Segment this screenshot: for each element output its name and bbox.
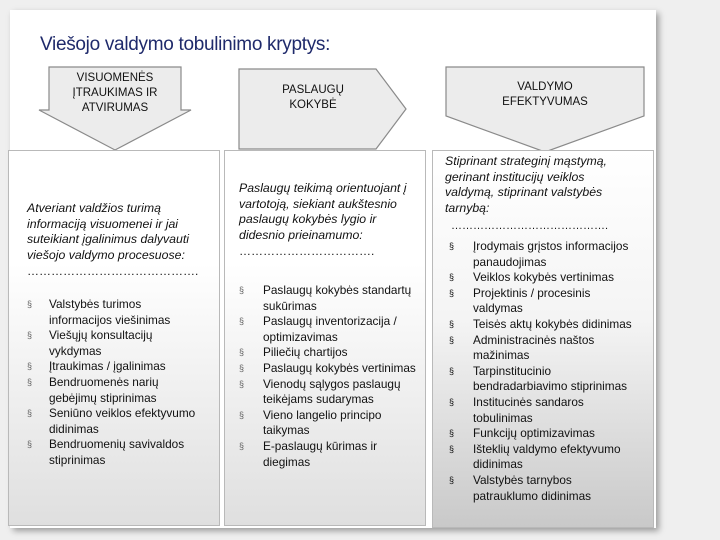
bullet-icon: §: [449, 241, 455, 251]
intro-line: suteikiant įgalinimus dalyvauti: [27, 232, 189, 247]
heading-line: ĮTRAUKIMAS IR: [72, 87, 158, 99]
item-line: stiprinimas: [49, 452, 106, 467]
item-line: Teisės aktų kokybės didinimas: [473, 316, 632, 331]
item-line: tobulinimas: [473, 410, 533, 425]
list-item: [449, 442, 653, 473]
bullet-icon: §: [27, 299, 33, 309]
item-line: Bendruomenės narių: [49, 374, 159, 389]
item-line: Paslaugų inventorizacija /: [263, 314, 397, 329]
list-item: [27, 359, 219, 375]
bullet-icon: §: [449, 365, 455, 376]
list-item: [449, 473, 653, 504]
list-item: [239, 314, 423, 345]
bullet-icon: §: [449, 287, 455, 298]
bullet-icon: §: [449, 396, 455, 407]
item-line: Vienodų sąlygos paslaugų: [263, 376, 401, 391]
list-item: [449, 395, 653, 426]
bullet-icon: §: [449, 474, 455, 485]
bullet-icon: §: [239, 347, 245, 358]
item-line: taikymas: [263, 423, 310, 438]
list-item: [449, 317, 653, 333]
bullet-icon: §: [449, 318, 455, 329]
arrow-visuomenes-itraukimas: [37, 66, 193, 152]
item-line: Administracinės naštos: [473, 332, 595, 347]
item-line: optimizavimas: [263, 329, 338, 344]
panel-intro: [445, 154, 651, 216]
item-line: sukūrimas: [263, 298, 317, 313]
item-line: Įrodymais grįstos informacijos: [473, 239, 629, 253]
bullet-icon: §: [239, 285, 245, 295]
bullet-list: [239, 283, 423, 470]
list-item: [449, 270, 653, 286]
item-line: Viešųjų konsultacijų: [49, 328, 153, 343]
item-line: Institucinės sandaros: [473, 394, 584, 409]
item-line: Veiklos kokybės vertinimas: [473, 270, 614, 285]
arrow-heading: [37, 71, 193, 116]
slide-title: Viešojo valdymo tobulinimo kryptys:: [40, 34, 331, 55]
item-line: Išteklių valdymo efektyvumo: [473, 441, 621, 456]
item-line: gebėjimų stiprinimas: [49, 390, 157, 405]
panel-intro: [239, 181, 423, 243]
bullet-icon: §: [239, 440, 245, 451]
item-line: vykdymas: [49, 343, 102, 358]
item-line: Įtraukimas / įgalinimas: [49, 359, 166, 374]
heading-line: VALDYMO: [517, 81, 573, 93]
bullet-list: [449, 239, 653, 504]
heading-line: PASLAUGŲ: [282, 84, 344, 96]
heading-line: KOKYBĖ: [289, 99, 337, 111]
item-line: Tarpinstitucinio: [473, 363, 552, 378]
bullet-icon: §: [27, 408, 33, 419]
list-item: [239, 361, 423, 377]
intro-line: Paslaugų teikimą orientuojant į: [239, 181, 407, 195]
bullet-icon: §: [27, 376, 33, 387]
panel-intro: [27, 201, 219, 263]
list-item: [449, 286, 653, 317]
bullet-icon: §: [27, 439, 33, 450]
intro-line: informaciją visuomenei ir jai: [27, 216, 179, 231]
list-item: [239, 377, 423, 408]
bullet-icon: §: [449, 443, 455, 454]
list-item: [449, 426, 653, 442]
intro-line: Stiprinant strateginį mąstymą,: [445, 154, 607, 168]
intro-dots: …………………………………….: [27, 264, 199, 278]
item-line: Funkcijų optimizavimas: [473, 426, 595, 441]
list-item: [27, 297, 219, 328]
item-line: patrauklumo didinimas: [473, 488, 592, 503]
list-item: [27, 328, 219, 359]
list-item: [449, 333, 653, 364]
item-line: didinimas: [473, 457, 523, 472]
heading-line: EFEKTYVUMAS: [502, 96, 588, 108]
item-line: Bendruomenių savivaldos: [49, 437, 185, 452]
bullet-icon: §: [239, 378, 245, 389]
item-line: Valstybės turimos: [49, 297, 142, 311]
intro-line: tarnybą:: [445, 200, 490, 215]
item-line: informacijos viešinimas: [49, 312, 171, 327]
item-line: mažinimas: [473, 348, 530, 363]
intro-line: valdymą, stiprinant valstybės: [445, 185, 603, 200]
list-item: [449, 239, 653, 270]
bullet-icon: §: [449, 334, 455, 345]
intro-line: gerinant institucijų veiklos: [445, 169, 585, 184]
bullet-icon: §: [27, 330, 33, 341]
list-item: [27, 406, 219, 437]
item-line: valdymas: [473, 301, 523, 316]
intro-line: paslaugų kokybės lygio ir: [239, 212, 377, 227]
item-line: teikėjams sudarymas: [263, 392, 374, 407]
list-item: [449, 364, 653, 395]
item-line: Piliečių chartijos: [263, 345, 348, 360]
list-item: [27, 375, 219, 406]
intro-line: vartotoją, siekiant aukštesnio: [239, 196, 397, 211]
item-line: bendradarbiavimo stiprinimas: [473, 379, 628, 394]
item-line: Vieno langelio principo: [263, 407, 382, 422]
item-line: Projektinis / procesinis: [473, 285, 591, 300]
bullet-icon: §: [449, 428, 455, 439]
intro-line: didesnio prieinamumo:: [239, 227, 363, 242]
item-line: panaudojimas: [473, 254, 547, 269]
arrow-heading: [238, 83, 388, 113]
list-item: [239, 283, 423, 314]
arrow-paslaugu-kokybe: [238, 68, 408, 150]
intro-dots: …………………………………….: [451, 220, 609, 232]
item-line: Paslaugų kokybės standartų: [263, 283, 412, 297]
item-line: E-paslaugų kūrimas ir: [263, 438, 378, 453]
bullet-icon: §: [239, 362, 245, 373]
bullet-icon: §: [449, 272, 455, 283]
arrow-heading: [445, 80, 645, 110]
item-line: didinimas: [49, 421, 99, 436]
bullet-icon: §: [239, 316, 245, 327]
list-item: [239, 345, 423, 361]
intro-line: Atveriant valdžios turimą: [27, 201, 161, 215]
item-line: Valstybės tarnybos: [473, 472, 572, 487]
intro-line: viešojo valdymo procesuose:: [27, 247, 185, 262]
bullet-icon: §: [27, 361, 33, 372]
bullet-list: [27, 297, 219, 469]
intro-dots: …………………………….: [239, 244, 375, 258]
panel-visuomenes-itraukimas: [8, 150, 220, 526]
item-line: diegimas: [263, 454, 311, 469]
list-item: [27, 437, 219, 468]
list-item: [239, 408, 423, 439]
heading-line: VISUOMENĖS: [76, 72, 154, 84]
item-line: Seniūno veiklos efektyvumo: [49, 406, 196, 421]
panel-valdymo-efektyvumas: [432, 150, 654, 528]
list-item: [239, 439, 423, 470]
arrow-valdymo-efektyvumas: [445, 66, 645, 154]
heading-line: ATVIRUMAS: [81, 102, 149, 114]
bullet-icon: §: [239, 409, 245, 420]
panel-paslaugu-kokybe: [224, 150, 426, 526]
item-line: Paslaugų kokybės vertinimas: [263, 360, 416, 375]
